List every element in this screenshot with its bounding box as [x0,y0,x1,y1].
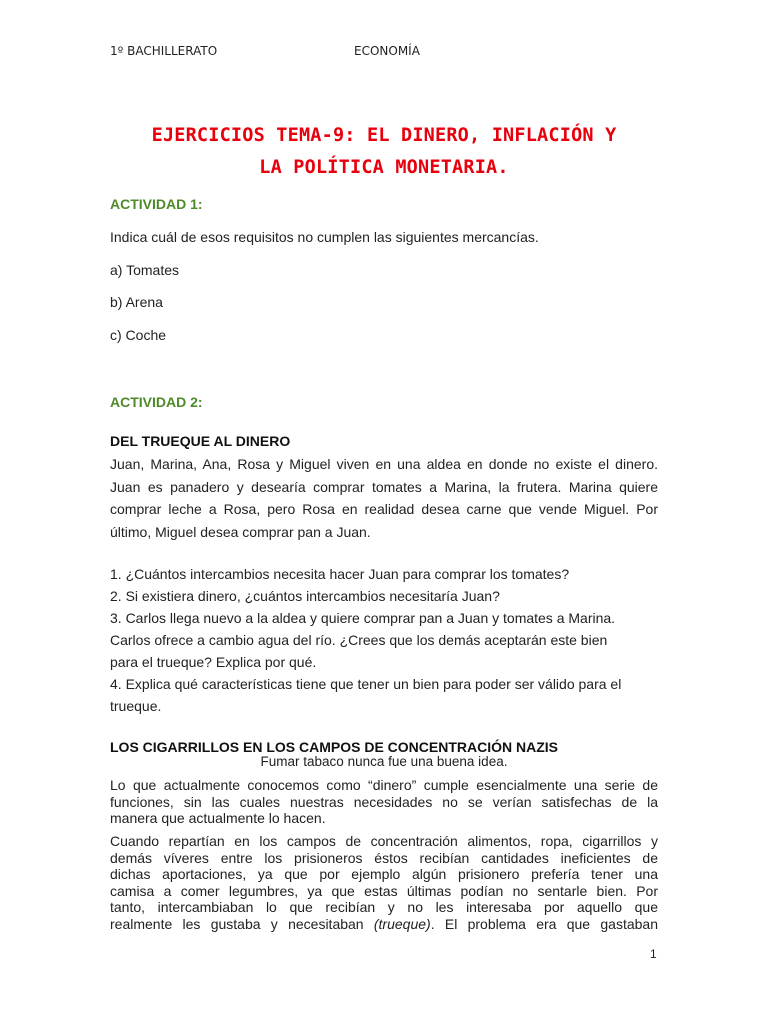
reading-subtitle: Fumar tabaco nunca fue una buena idea. [260,754,508,769]
question-line: trueque. [110,698,162,714]
paragraph-line: manera que actualmente lo hacen. [110,810,326,826]
paragraph-line-last [110,916,658,933]
paragraph-text: . El problema era que gastaban [430,915,658,932]
paragraph-italic-term: (trueque) [373,915,431,932]
reading-paragraph-1 [110,777,658,827]
activity-2-heading: ACTIVIDAD 2: [110,394,203,410]
document-title [100,120,668,184]
paragraph-line: tanto, intercambiaban lo que recibían y no les interesaba por aquello que [110,899,658,915]
question-line: 2. Si existiera dinero, ¿cuántos intercambios necesitaría Juan? [110,588,500,604]
paragraph-text: realmente les gustaba y necesitaban [110,915,374,932]
section-title-cigarrillos: LOS CIGARRILLOS EN LOS CAMPOS DE CONCENTRACIÓN NAZIS [110,739,559,755]
paragraph-line: funciones, sin las cuales nuestras necesidades no se verían satisfechas de la [110,793,658,810]
question-line: 4. Explica qué características tiene que tener un bien para poder ser válido para el [110,676,622,692]
page-number: 1 [650,947,657,961]
paragraph-line: demás víveres entre los prisioneros éstos recibían cantidades ineficientes de [110,849,658,866]
header-course: 1º BACHILLERATO [110,44,218,58]
questions-list [110,563,658,717]
paragraph-line: Lo que actualmente conocemos como “dinero” cumple esencialmente una serie de [110,777,658,793]
activity-1-item: b) Arena [110,294,163,310]
activity-1-item: a) Tomates [110,262,179,278]
story-paragraph: Juan, Marina, Ana, Rosa y Miguel viven en una aldea en donde no existe el dinero. Juan es panadero y desearía comprar tomates a Marina, la frutera. Marina quiere comprar leche a Rosa, pero Rosa en realidad desea carne que vende Miguel. Por último, Miguel desea comprar pan a Juan. [110,456,658,540]
question-line: 3. Carlos llega nuevo a la aldea y quiere comprar pan a Juan y tomates a Marina. [110,610,616,626]
section-title-trueque: DEL TRUEQUE AL DINERO [110,433,291,449]
question-line: para el trueque? Explica por qué. [110,654,317,670]
header-subject: ECONOMÍA [354,44,420,58]
question-line: 1. ¿Cuántos intercambios necesita hacer Juan para comprar los tomates? [110,566,570,582]
title-line-2: LA POLÍTICA MONETARIA. [259,157,509,178]
reading-paragraph-2 [110,833,658,932]
paragraph-line: camisa a comer legumbres, ya que estas últimas podían no sentarle bien. Por [110,882,658,899]
activity-1-intro: Indica cuál de esos requisitos no cumplen las siguientes mercancías. [110,229,539,245]
activity-1-item: c) Coche [110,327,167,343]
title-line-1: EJERCICIOS TEMA-9: EL DINERO, INFLACIÓN Y [151,125,617,146]
paragraph-line: dichas aportaciones, ya que por ejemplo algún prisionero prefería tener una [110,866,658,882]
question-line: Carlos ofrece a cambio agua del río. ¿Crees que los demás aceptarán este bien [110,632,608,648]
activity-1-heading: ACTIVIDAD 1: [110,196,203,212]
paragraph-line: Cuando repartían en los campos de concentración alimentos, ropa, cigarrillos y [110,833,658,849]
